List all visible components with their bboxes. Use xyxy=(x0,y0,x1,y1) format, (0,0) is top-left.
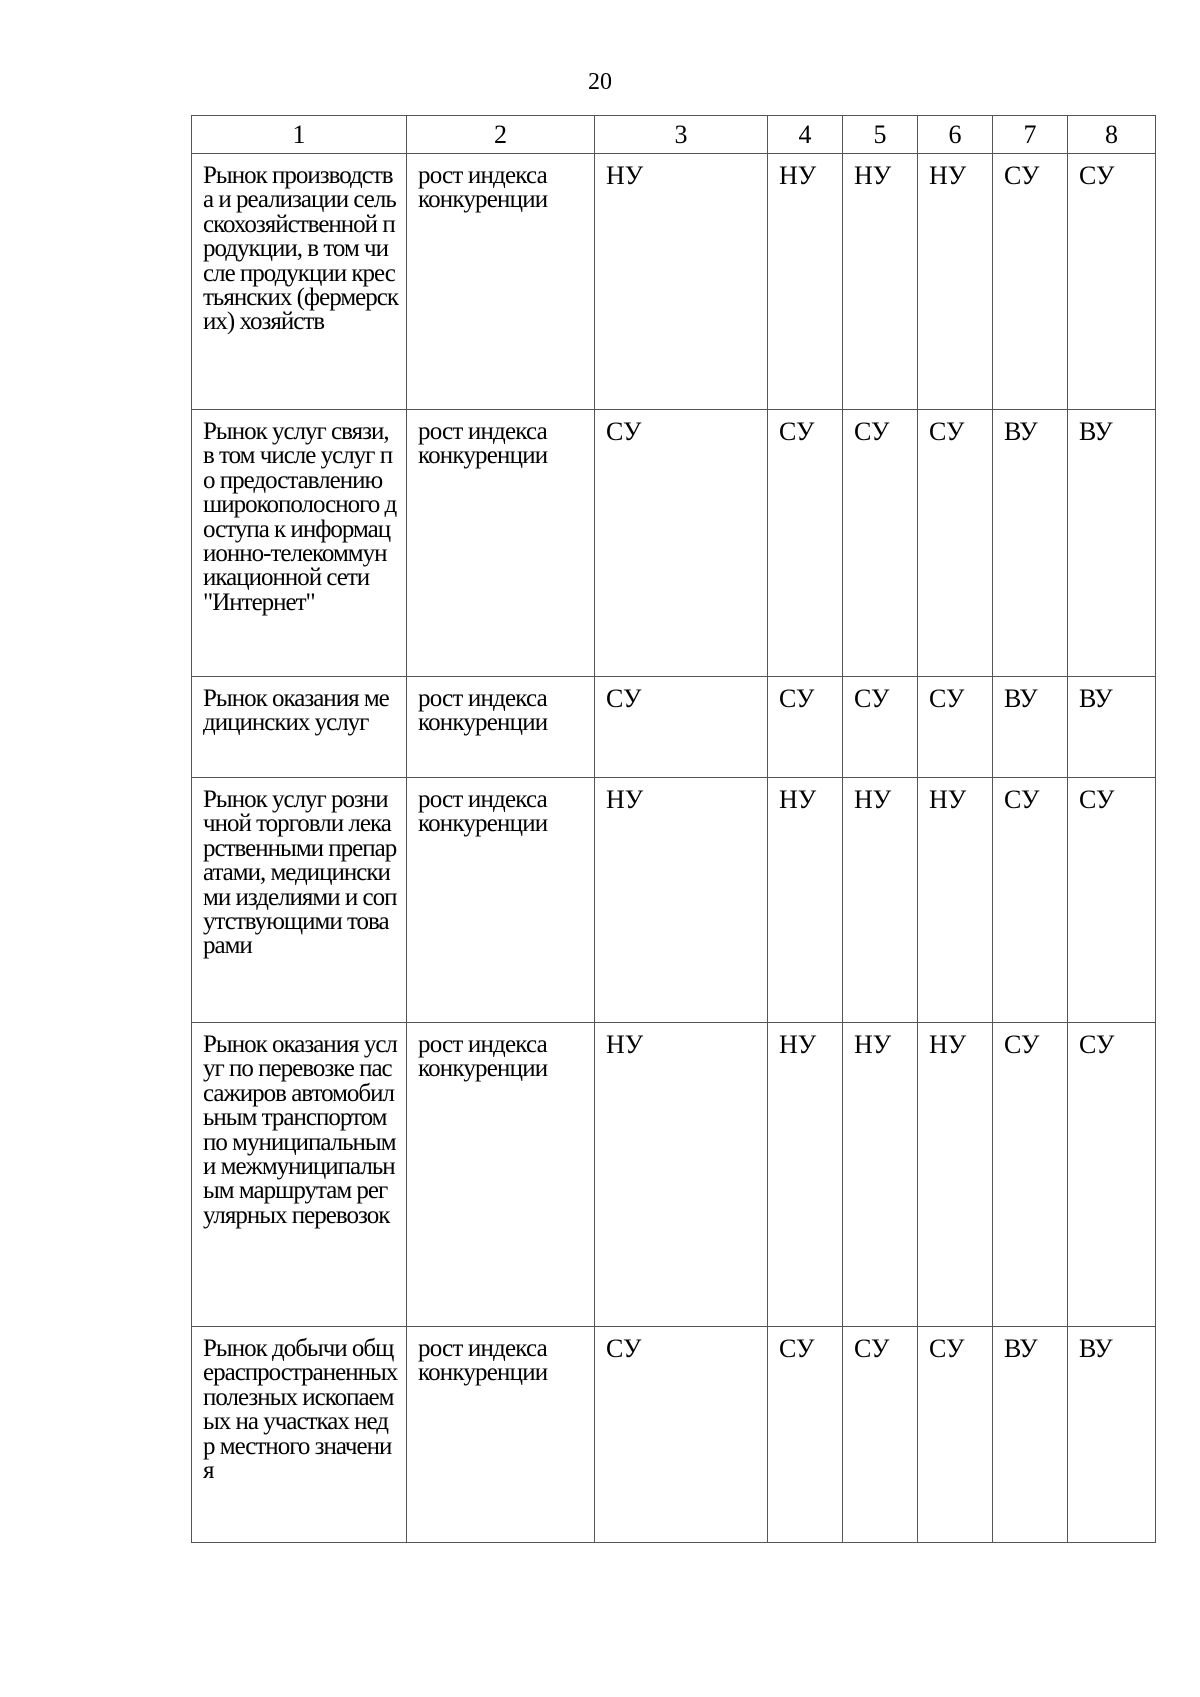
level-cell: СУ xyxy=(768,410,843,677)
level-cell: НУ xyxy=(595,778,768,1023)
indicator-cell: рост индекса конкуренции xyxy=(407,154,595,410)
column-header: 2 xyxy=(407,116,595,154)
indicator-cell: рост индекса конкуренции xyxy=(407,1327,595,1543)
table-row xyxy=(192,154,1156,410)
column-header: 3 xyxy=(595,116,768,154)
table-row xyxy=(192,677,1156,778)
level-cell: СУ xyxy=(768,677,843,778)
level-cell: ВУ xyxy=(1068,677,1156,778)
level-cell: СУ xyxy=(843,1327,918,1543)
level-cell: СУ xyxy=(993,1023,1068,1327)
level-cell: СУ xyxy=(843,677,918,778)
column-header: 6 xyxy=(918,116,993,154)
level-cell: СУ xyxy=(918,410,993,677)
level-cell: НУ xyxy=(843,154,918,410)
level-cell: СУ xyxy=(993,778,1068,1023)
level-cell: СУ xyxy=(918,677,993,778)
market-name-cell: Рынок добычи общераспространенных полезных ископаемых на участках недр местного значения xyxy=(192,1327,407,1543)
market-name-cell: Рынок оказания услуг по перевозке пассажиров автомобильным транспортом по муниципальным и межмуниципальным маршрутам регулярных перевозок xyxy=(192,1023,407,1327)
level-cell: ВУ xyxy=(1068,410,1156,677)
level-cell: СУ xyxy=(843,410,918,677)
column-header: 1 xyxy=(192,116,407,154)
level-cell: НУ xyxy=(768,154,843,410)
level-cell: НУ xyxy=(843,1023,918,1327)
column-header: 8 xyxy=(1068,116,1156,154)
indicator-cell: рост индекса конкуренции xyxy=(407,1023,595,1327)
table-row xyxy=(192,1327,1156,1543)
level-cell: СУ xyxy=(768,1327,843,1543)
level-cell: НУ xyxy=(843,778,918,1023)
level-cell: СУ xyxy=(993,154,1068,410)
column-header: 7 xyxy=(993,116,1068,154)
level-cell: ВУ xyxy=(1068,1327,1156,1543)
table-row xyxy=(192,1023,1156,1327)
level-cell: ВУ xyxy=(993,410,1068,677)
indicator-cell: рост индекса конкуренции xyxy=(407,677,595,778)
indicator-cell: рост индекса конкуренции xyxy=(407,410,595,677)
level-cell: НУ xyxy=(595,1023,768,1327)
level-cell: ВУ xyxy=(993,677,1068,778)
header-row xyxy=(192,116,1156,154)
column-header: 4 xyxy=(768,116,843,154)
market-name-cell: Рынок производства и реализации сельскохозяйственной продукции, в том числе продукции крестьянских (фермерских) хозяйств xyxy=(192,154,407,410)
level-cell: НУ xyxy=(918,1023,993,1327)
table-row xyxy=(192,778,1156,1023)
level-cell: СУ xyxy=(1068,778,1156,1023)
level-cell: НУ xyxy=(768,778,843,1023)
level-cell: СУ xyxy=(1068,1023,1156,1327)
market-name-cell: Рынок оказания медицинских услуг xyxy=(192,677,407,778)
level-cell: НУ xyxy=(918,154,993,410)
column-header: 5 xyxy=(843,116,918,154)
level-cell: СУ xyxy=(595,1327,768,1543)
market-name-cell: Рынок услуг розничной торговли лекарственными препаратами, медицинскими изделиями и сопутствующими товарами xyxy=(192,778,407,1023)
level-cell: СУ xyxy=(595,677,768,778)
level-cell: НУ xyxy=(918,778,993,1023)
indicator-cell: рост индекса конкуренции xyxy=(407,778,595,1023)
competition-table xyxy=(191,115,1156,1543)
page-number: 20 xyxy=(588,69,612,95)
market-name-cell: Рынок услуг связи, в том числе услуг по предоставлению широкополосного доступа к информационно-телекоммуникационной сети "Интернет" xyxy=(192,410,407,677)
level-cell: НУ xyxy=(595,154,768,410)
level-cell: ВУ xyxy=(993,1327,1068,1543)
table-row xyxy=(192,410,1156,677)
level-cell: СУ xyxy=(595,410,768,677)
level-cell: СУ xyxy=(1068,154,1156,410)
level-cell: НУ xyxy=(768,1023,843,1327)
level-cell: СУ xyxy=(918,1327,993,1543)
